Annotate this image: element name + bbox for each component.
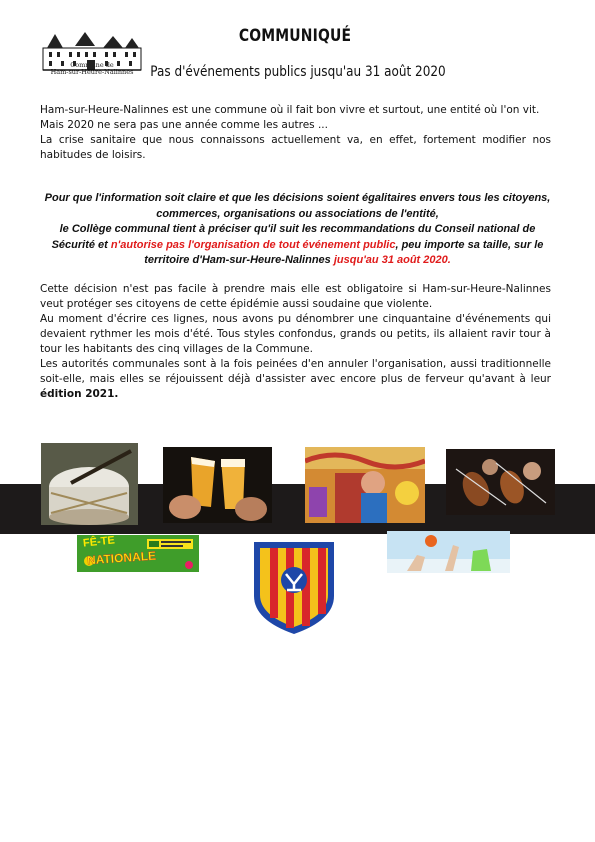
drum-photo: [41, 443, 138, 525]
municipal-shield-icon: [252, 540, 336, 636]
edition-2021-text: édition 2021.: [40, 388, 119, 400]
logo-caption: [41, 62, 143, 76]
announcement-red-text-2: jusqu'au 31 août 2020.: [333, 254, 451, 266]
announcement-red-text-1: n'autorise pas l'organisation de tout événement public: [110, 238, 396, 251]
announcement-part-4: , peu importe sa taille, sur le territoire d'Ham-sur-Heure-Nalinnes: [144, 238, 544, 266]
body-line-3-wrap: [40, 357, 551, 402]
fete-label-line2: NATIONALE: [86, 548, 157, 568]
announcement-block: [40, 191, 555, 269]
body-paragraph: [40, 282, 551, 402]
announcement-part-2: le Collège communal tient à préciser qu'il suit les recommandations du Conseil national de Sécurité et: [51, 223, 536, 251]
basketball-photo: [387, 531, 510, 573]
announcement-part-1: Pour que l'information soit claire et que les décisions soient égalitaires envers tous les citoyens, commerces, organisations ou associations de l'entité,: [44, 192, 551, 220]
intro-paragraph: [40, 103, 551, 163]
body-line-1: Cette décision n'est pas facile à prendre mais elle est obligatoire si Ham-sur-Heure-Nalinnes veut protéger ses citoyens de cette épidémie aussi soudaine que violente.: [40, 283, 551, 310]
fairground-photo: [305, 447, 425, 523]
intro-line-2: Mais 2020 ne sera pas une année comme les autres ...: [40, 119, 328, 131]
fete-nationale-logo: [77, 535, 199, 572]
body-line-3: Les autorités communales sont à la fois peinées d'en annuler l'organisation, aussi traditionnelle soit-elle, mais elles se réjouissent déjà d'assister avec encore plus de ferveur qu'avant à leur: [40, 358, 551, 385]
page-subtitle: Pas d'événements publics jusqu'au 31 août 2020: [150, 64, 446, 80]
body-line-2: Au moment d'écrire ces lignes, nous avons pu dénombrer une cinquantaine d'événements qui devaient rythmer les mois d'été. Tous styles confondus, grands ou petits, ils allaient ravir tour à tour les habitants des cinq villages de la Commune.: [40, 313, 551, 355]
fete-label-line1: FÊ-TE: [82, 534, 116, 550]
logo-caption-line2: Ham-sur-Heure-Nalinnes: [50, 68, 134, 76]
intro-line-1: Ham-sur-Heure-Nalinnes est une commune où il fait bon vivre et surtout, une entité où l'on vit.: [40, 104, 540, 116]
announcement-part-2-wrap: [40, 222, 555, 269]
beer-toast-photo: [163, 447, 272, 523]
intro-line-3: La crise sanitaire que nous connaissons actuellement va, en effet, fortement modifier nos habitudes de loisirs.: [40, 134, 551, 161]
logo-caption-line1: Commune de: [70, 61, 114, 69]
page-title: COMMUNIQUÉ: [238, 26, 352, 46]
orchestra-photo: [446, 449, 555, 515]
